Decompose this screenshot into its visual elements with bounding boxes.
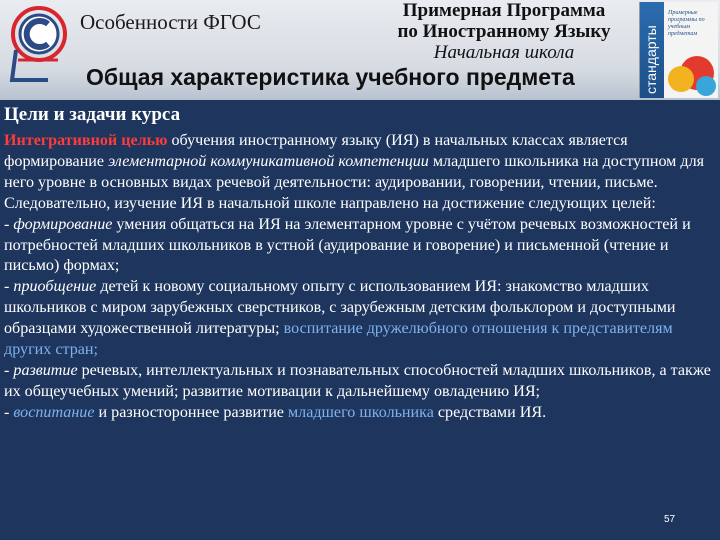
emphasis-formation: формирование bbox=[13, 215, 113, 233]
paragraph-goals-intro: Следовательно, изучение ИЯ в начальной школе направлено на достижение следующих целей: bbox=[4, 194, 656, 212]
page-number: 57 bbox=[664, 514, 676, 525]
program-title bbox=[370, 0, 638, 63]
emphasis-development: развитие bbox=[13, 361, 78, 379]
text-run: обучения иностранному языку (ИЯ) в начальных классах является формирование bbox=[4, 132, 628, 170]
book-decoration bbox=[696, 76, 716, 96]
paragraph-integrative-goal bbox=[4, 131, 718, 194]
program-line-3: Начальная школа bbox=[433, 42, 575, 63]
fgos-logo-icon bbox=[8, 4, 70, 86]
emphasis-introduction: приобщение bbox=[13, 278, 97, 296]
text-run: детей к новому социальному опыту с использованием ИЯ: знакомство младших школьников с миром зарубежных сверстников, с зарубежным детским фольклором и доступными образцами художественной литературы; bbox=[4, 278, 676, 338]
program-line-2: по Иностранному Языку bbox=[397, 21, 611, 42]
emphasis-upbringing-friendly: воспитание дружелюбного отношения к представителям других стран; bbox=[4, 320, 673, 359]
content-body bbox=[4, 131, 718, 424]
text-run: - bbox=[4, 361, 14, 379]
text-run: и разностороннее развитие bbox=[94, 403, 288, 421]
section-heading: Цели и задачи курса bbox=[4, 104, 181, 125]
text-run: - bbox=[4, 403, 14, 421]
emphasis-integrative-goal: Интегративной целью bbox=[4, 132, 168, 149]
text-run: младшего школьника на доступном для него уровне в основных видах речевой деятельности: аудировании, говорении, чтении, письме. bbox=[4, 152, 705, 191]
book-decoration bbox=[668, 66, 694, 92]
list-item-formation bbox=[4, 215, 718, 278]
book-spine-label: стандарты bbox=[643, 25, 659, 94]
emphasis-upbringing: воспитание bbox=[13, 403, 95, 421]
text-run: средствами ИЯ. bbox=[433, 403, 547, 421]
program-line-1: Примерная Программа bbox=[402, 0, 606, 21]
slide-header bbox=[0, 0, 720, 100]
book-cover-title: Примерные программы по учебным предметам bbox=[668, 10, 705, 37]
list-item-development bbox=[4, 361, 718, 403]
list-item-introduction bbox=[4, 277, 718, 361]
text-run: - bbox=[4, 215, 14, 233]
fgos-title: Особенности ФГОС bbox=[80, 10, 261, 34]
book-cover-image bbox=[639, 2, 718, 98]
page-title: Общая характеристика учебного предмета bbox=[86, 64, 575, 90]
text-run: - bbox=[4, 278, 14, 296]
text-run: умения общаться на ИЯ на элементарном уровне с учётом речевых возможностей и потребностей младших школьников в устной (аудирование и говорение) и письменной (чтение и письмо) формах; bbox=[4, 215, 691, 275]
emphasis-competence: элементарной коммуникативной компетенции bbox=[108, 152, 429, 170]
list-item-upbringing bbox=[4, 403, 718, 424]
text-run: речевых, интеллектуальных и познавательных способностей младших школьников, а также их общеучебных умений; развитие мотивации к дальнейшему овладению ИЯ; bbox=[4, 361, 711, 400]
emphasis-junior-student: младшего школьника bbox=[287, 403, 434, 421]
